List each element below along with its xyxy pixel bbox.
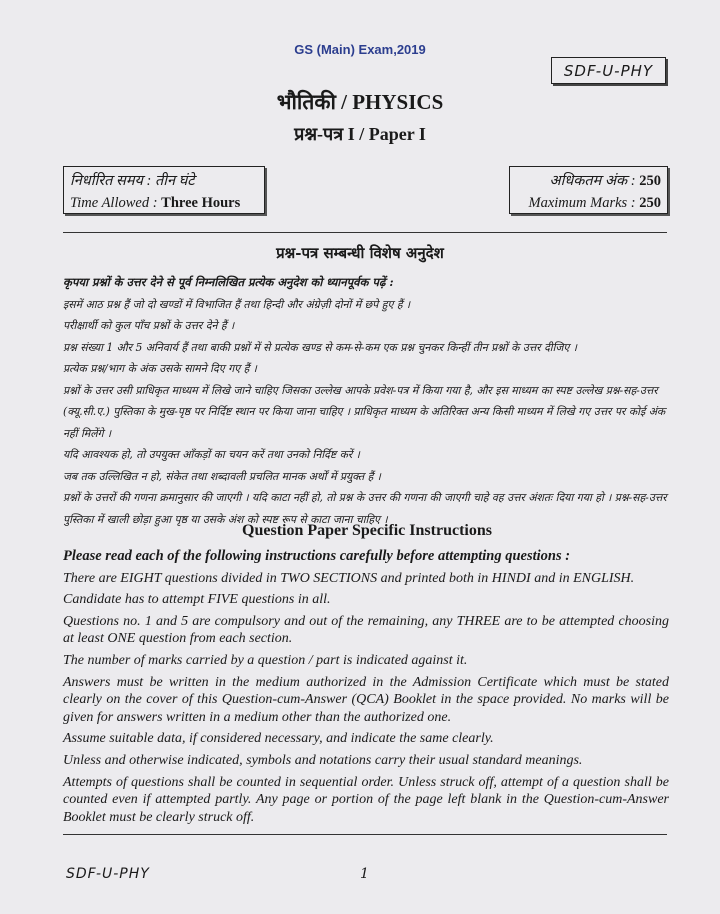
footer-paper-code: SDF-U-PHY [66,866,150,882]
paper-subtitle: प्रश्न-पत्र I / Paper I [294,124,426,144]
max-marks-hindi-label: अधिकतम अंक : [549,173,640,189]
english-instruction-item: Answers must be written in the medium authorized in the Admission Certificate which must be stated clearly on the cover of this Question-cum-Answer (QCA) Booklet in the space provided. No marks will be given for answers written in a medium other than the authorized one. [63,674,669,725]
hindi-instructions-lead: कृपया प्रश्नों के उत्तर देने से पूर्व निम्नलिखित प्रत्येक अनुदेश को ध्यानपूर्वक पढ़ें : [63,275,394,289]
max-marks-hindi-value: 250 [639,173,661,189]
english-instruction-item: There are EIGHT questions divided in TWO SECTIONS and printed both in HINDI and in ENGLISH. [63,570,635,586]
max-marks-english-label: Maximum Marks : [528,195,640,211]
hindi-instruction-item: परीक्षार्थी को कुल पाँच प्रश्नों के उत्तर देने हैं । [63,319,235,332]
exam-header: GS (Main) Exam,2019 [294,42,426,57]
page-title: भौतिकी / PHYSICS [276,90,444,114]
max-marks-english [516,192,661,214]
english-instruction-item: Candidate has to attempt FIVE questions in all. [63,592,331,608]
english-instructions-lead: Please read each of the following instructions carefully before attempting questions : [63,548,571,564]
divider-bottom [63,834,667,835]
divider-top [63,232,667,233]
hindi-instruction-item: प्रत्येक प्रश्न/भाग के अंक उसके सामने दिए गए हैं । [63,362,257,375]
english-instruction-item: Attempts of questions shall be counted in sequential order. Unless struck off, attempt of a question shall be counted even if attempted partly. Any page or portion of the page left blank in the Question-cum-Answer Booklet must be clearly struck off. [63,774,669,825]
hindi-instruction-item: यदि आवश्यक हो, तो उपयुक्त आँकड़ों का चयन करें तथा उनको निर्दिष्ट करें । [63,448,360,461]
time-allowed-value: Three Hours [161,195,241,211]
max-marks-hindi [516,170,661,192]
time-allowed-box [63,166,265,214]
max-marks-box [509,166,668,214]
hindi-instruction-item: प्रश्न संख्या 1 और 5 अनिवार्य हैं तथा बाकी प्रश्नों में से प्रत्येक खण्ड से कम-से-कम एक प्रश्न चुनकर किन्हीं तीन प्रश्नों के उत्तर दीजिए । [63,340,577,354]
time-allowed-label: Time Allowed : [70,195,162,211]
time-allowed-english [70,192,258,214]
hindi-instruction-item: जब तक उल्लिखित न हो, संकेत तथा शब्दावली प्रचलित मानक अर्थों में प्रयुक्त हैं । [63,469,381,483]
english-instructions [63,548,669,830]
hindi-instructions-heading: प्रश्न-पत्र सम्बन्धी विशेष अनुदेश [276,244,444,262]
hindi-instruction-item: प्रश्नों के उत्तर उसी प्राधिकृत माध्यम में लिखे जाने चाहिए जिसका उल्लेख आपके प्रवेश-पत्र में किया गया है, और इस माध्यम का स्पष्ट उल्लेख प्रश्न-सह-उत्तर (क्यू.सी.ए.) पुस्तिका के मुख-पृष्ठ पर निर्दिष्ट स्थान पर किया जाना चाहिए । प्राधिकृत माध्यम के अतिरिक्त अन्य किसी माध्यम में लिखे गए उत्तर पर कोई अंक नहीं मिलेंगे । [63,383,666,440]
english-instruction-item: Questions no. 1 and 5 are compulsory and out of the remaining, any THREE are to be attempted choosing at least ONE question from each section. [63,613,669,647]
paper-code-box: SDF-U-PHY [551,57,666,84]
hindi-instructions [63,272,669,530]
hindi-instruction-item: प्रश्नों के उत्तरों की गणना क्रमानुसार की जाएगी । यदि काटा नहीं हो, तो प्रश्न के उत्तर की गणना की जाएगी चाहे वह उत्तर अंशतः दिया गया हो । प्रश्न-सह-उत्तर पुस्तिका में खाली छोड़ा हुआ पृष्ठ या उसके अंश को स्पष्ट रूप से काटा जाना चाहिए । [63,491,667,526]
english-instruction-item: Unless and otherwise indicated, symbols and notations carry their usual standard meanings. [63,752,583,768]
english-instruction-item: The number of marks carried by a question / part is indicated against it. [63,652,468,668]
english-instruction-item: Assume suitable data, if considered necessary, and indicate the same clearly. [63,731,494,747]
max-marks-english-value: 250 [639,195,661,211]
english-instructions-heading: Question Paper Specific Instructions [242,522,492,539]
time-allowed-hindi: निर्धारित समय : तीन घंटे [70,173,195,189]
page-number: 1 [360,866,369,882]
hindi-instruction-item: इसमें आठ प्रश्न हैं जो दो खण्डों में विभाजित हैं तथा हिन्दी और अंग्रेज़ी दोनों में छपे हुए हैं । [63,297,411,311]
